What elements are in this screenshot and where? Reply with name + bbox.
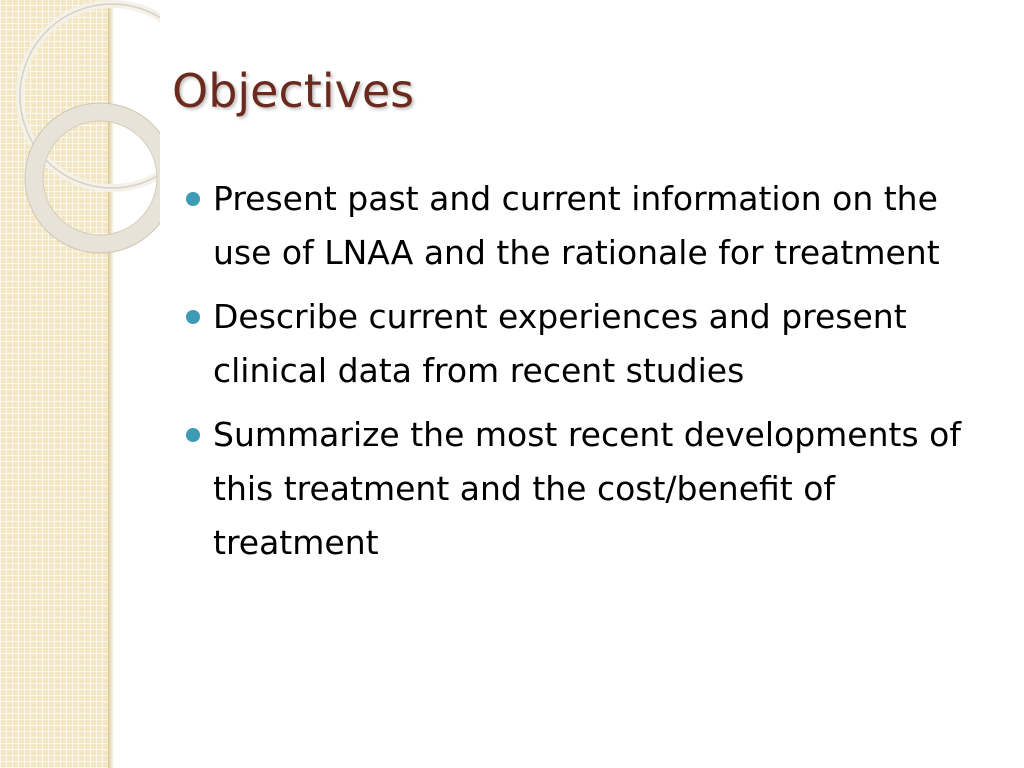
- ring-decoration-icon: [0, 0, 160, 260]
- bullet-dot-icon: [186, 428, 200, 442]
- bullet-dot-icon: [186, 310, 200, 324]
- bullet-item: [186, 172, 976, 280]
- bullet-item: [186, 408, 976, 570]
- bullet-text: Describe current experiences and present clinical data from recent studies: [213, 297, 907, 390]
- slide-title: Objectives: [172, 64, 415, 118]
- bullet-text: Present past and current information on the use of LNAA and the rationale for treatment: [213, 179, 940, 272]
- bullet-dot-icon: [186, 192, 200, 206]
- bullet-text: Summarize the most recent developments of this treatment and the cost/benefit of treatment: [213, 415, 961, 562]
- bullet-list: [186, 172, 976, 580]
- bullet-item: [186, 290, 976, 398]
